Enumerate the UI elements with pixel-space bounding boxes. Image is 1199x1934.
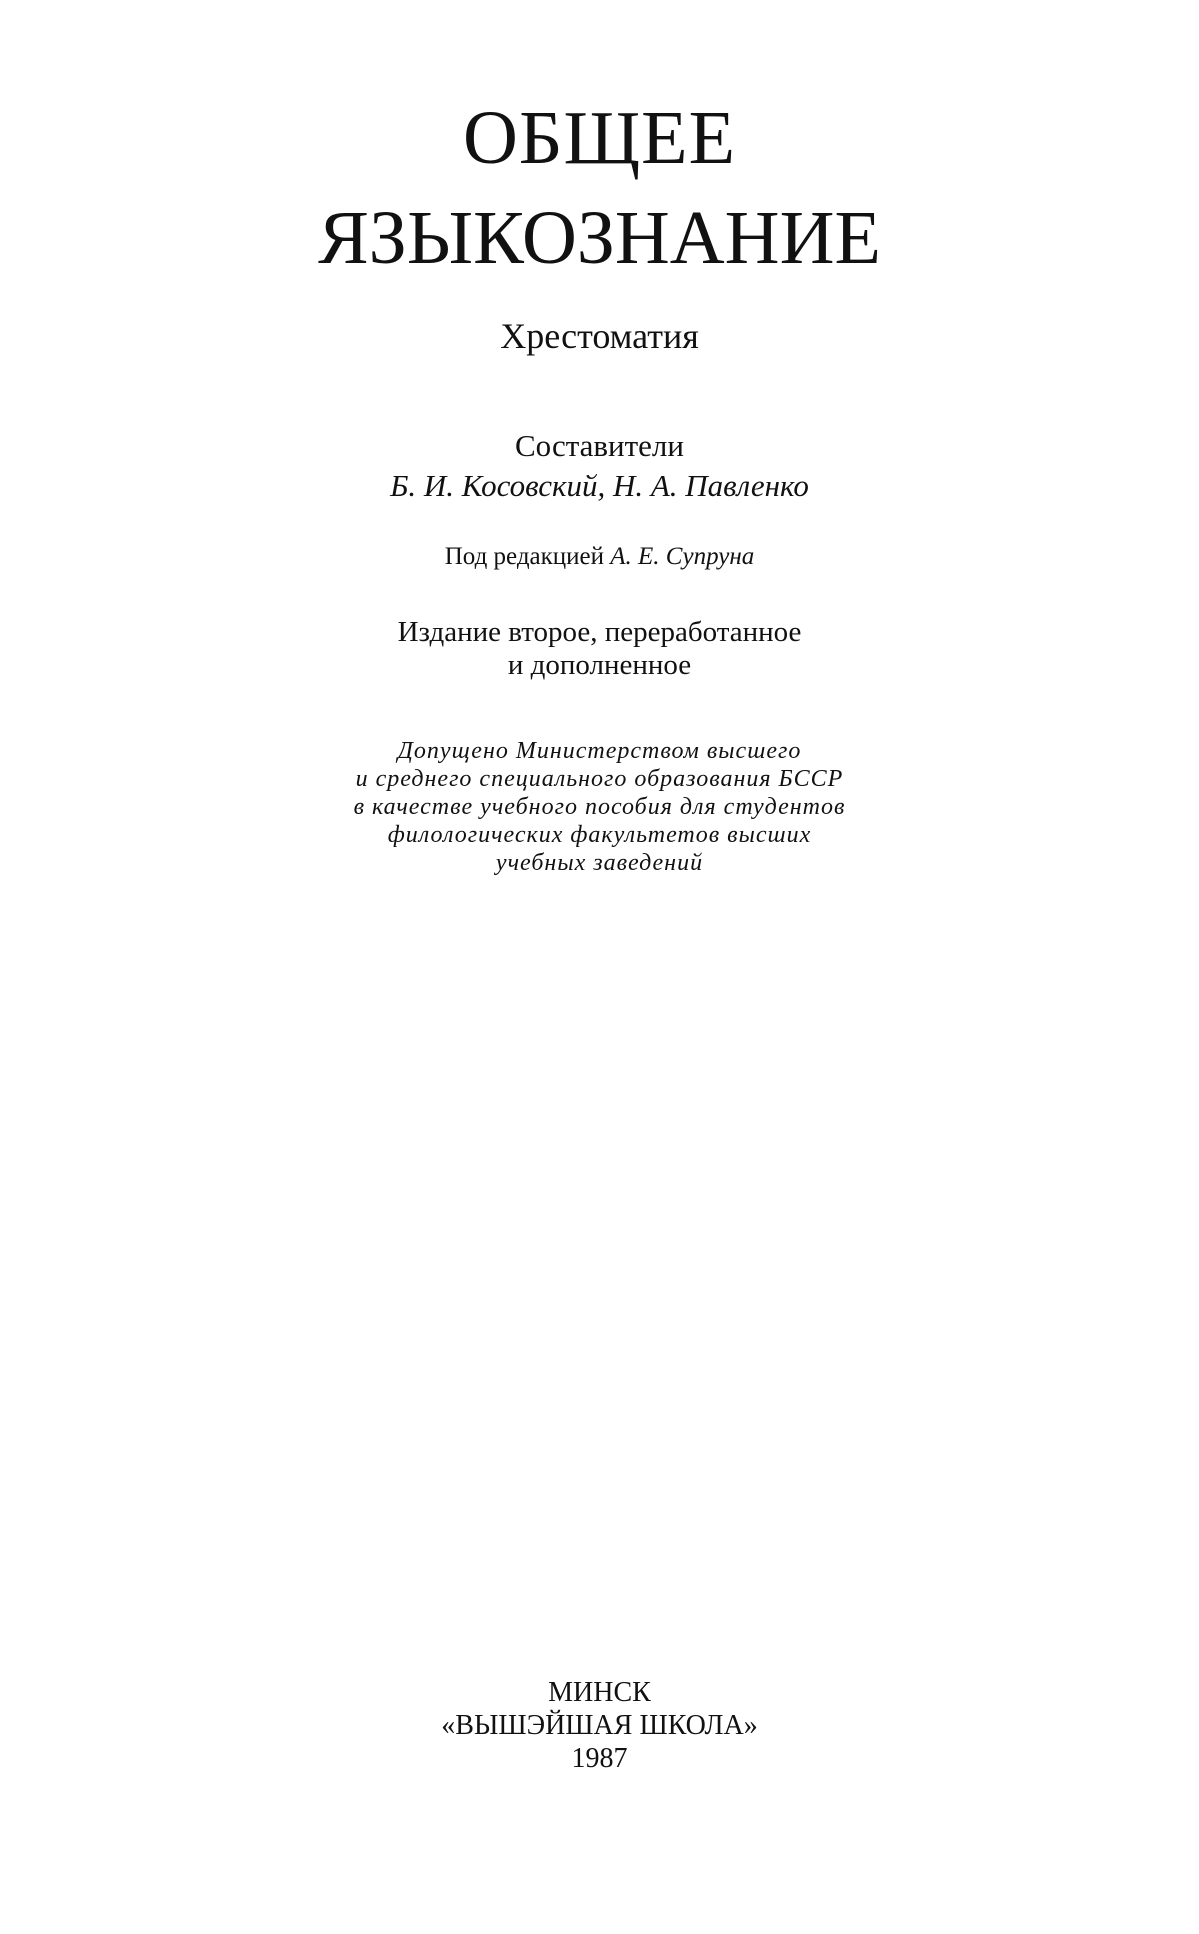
publisher-city: МИНСК <box>548 1677 651 1708</box>
book-title-line-2: ЯЗЫКОЗНАНИЕ <box>318 196 881 280</box>
compilers-names: Б. И. Косовский, Н. А. Павленко <box>390 468 809 503</box>
approval-line: Допущено Министерством высшего <box>397 738 802 764</box>
book-title-line-1: ОБЩЕЕ <box>462 96 737 180</box>
approval-line: филологических факультетов высших <box>387 822 812 848</box>
publisher-name: «ВЫШЭЙШАЯ ШКОЛА» <box>441 1710 758 1741</box>
publication-year: 1987 <box>571 1743 628 1774</box>
edition-line-2: и дополненное <box>507 649 692 681</box>
editor-name: А. Е. Супруна <box>610 543 755 570</box>
approval-line: и среднего специального образования БССР <box>355 766 844 792</box>
compilers-label: Составители <box>515 428 684 463</box>
edition-info <box>0 616 1199 682</box>
approval-notice <box>0 737 1199 877</box>
publisher-block <box>0 1676 1199 1775</box>
editor-prefix: Под редакцией <box>444 543 605 570</box>
approval-line: в качестве учебного пособия для студентов <box>353 794 846 820</box>
edition-line-1: Издание второе, переработанное <box>397 616 802 648</box>
approval-line: учебных заведений <box>495 850 704 876</box>
book-subtitle: Хрестоматия <box>500 316 699 356</box>
editor-line <box>0 544 1199 569</box>
